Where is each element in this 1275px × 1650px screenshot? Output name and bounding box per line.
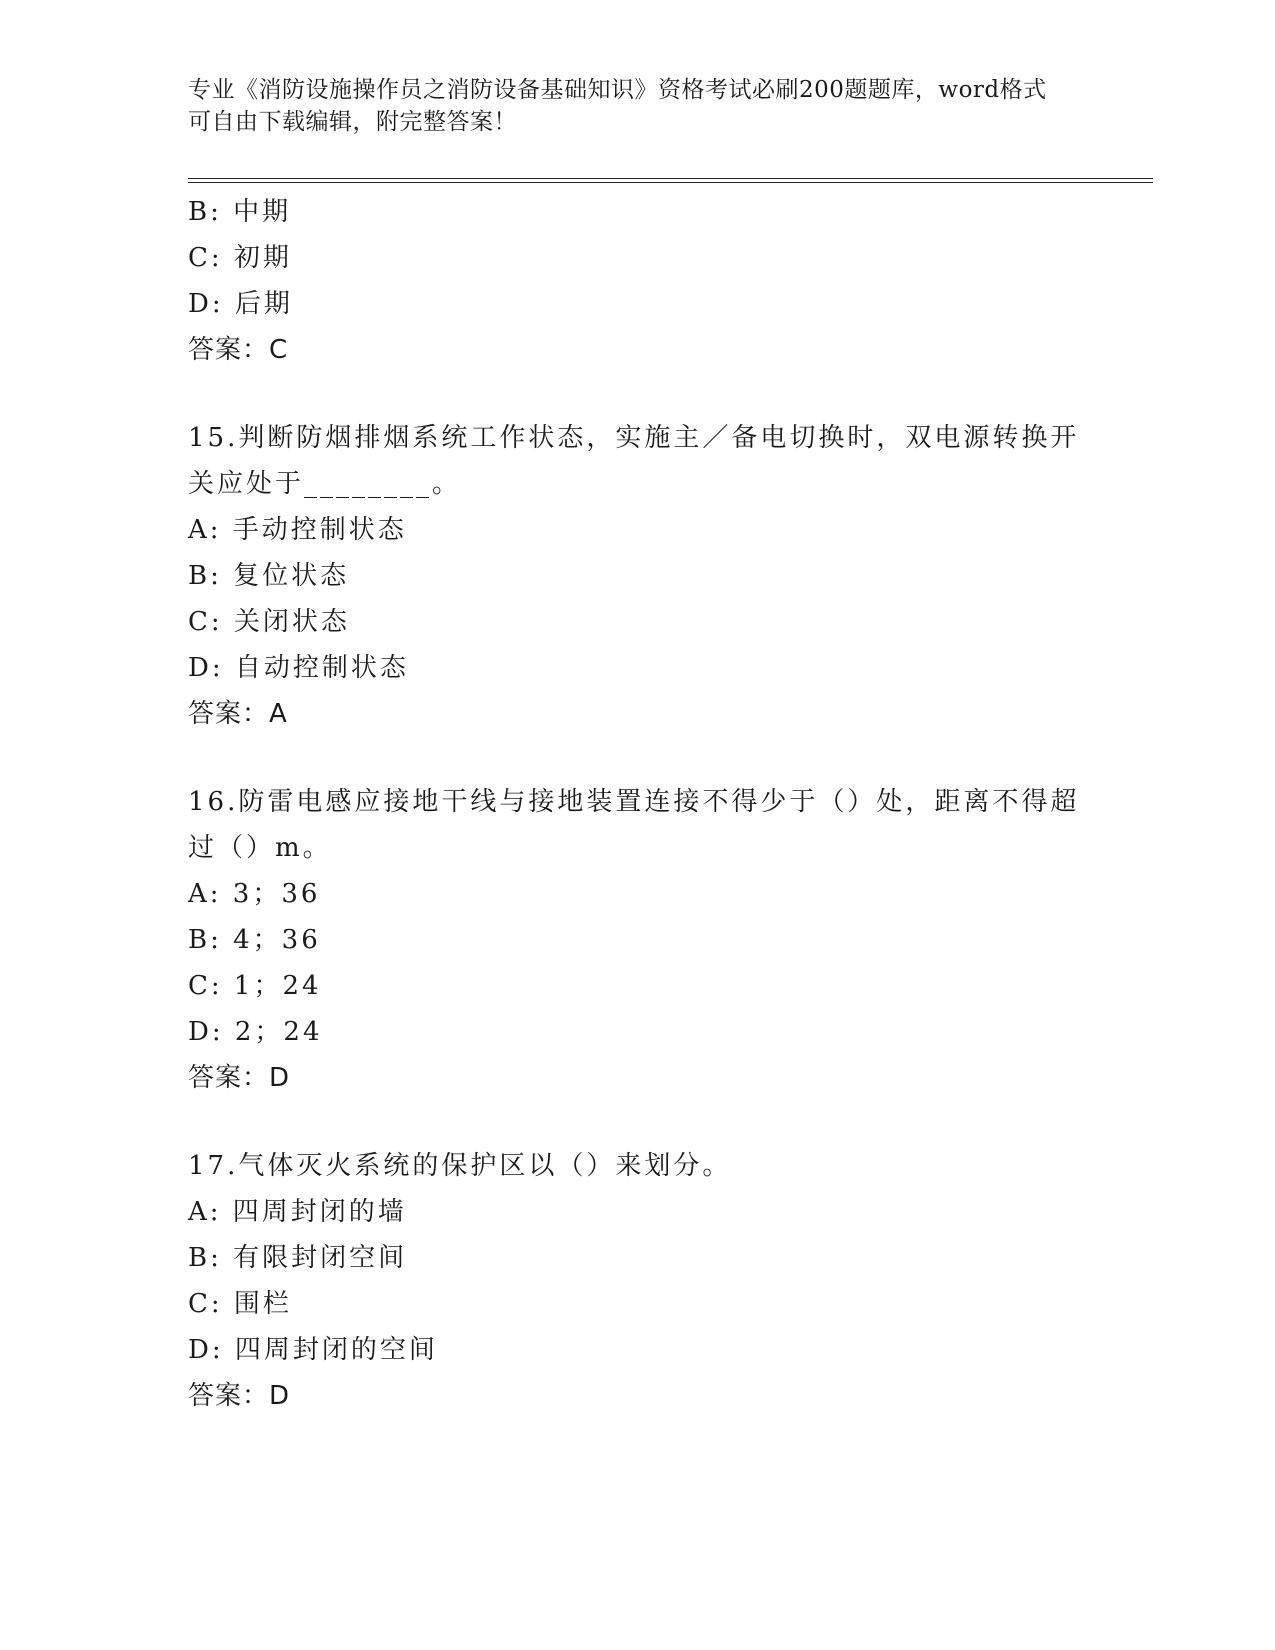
question-stem: 15.判断防烟排烟系统工作状态，实施主／备电切换时，双电源转换开 [188, 423, 1080, 453]
document-header: 专业《消防设施操作员之消防设备基础知识》资格考试必刷200题题库，word格式可自由下载编辑，附完整答案！ [188, 77, 1047, 135]
question-stem: 过（）m。 [188, 833, 332, 863]
question-stem: 关应处于________。 [188, 469, 462, 499]
question-stem: 16.防雷电感应接地干线与接地装置连接不得少于（）处，距离不得超 [188, 787, 1080, 817]
option-b: B: 复位状态 [188, 561, 350, 591]
option-d: D: 四周封闭的空间 [188, 1335, 438, 1365]
option-a: A: 手动控制状态 [188, 515, 407, 545]
question-15 [188, 415, 1088, 737]
option-c: C: 初期 [188, 243, 292, 273]
option-d: D: 2；24 [188, 1017, 323, 1047]
option-c: C: 1；24 [188, 971, 322, 1001]
answer-line: 答案：D [188, 1063, 291, 1093]
option-b: B: 4；36 [188, 925, 321, 955]
option-b: B: 中期 [188, 197, 292, 227]
question-14-remainder [188, 189, 1088, 373]
option-c: C: 关闭状态 [188, 607, 350, 637]
option-c: C: 围栏 [188, 1289, 292, 1319]
option-d: D: 自动控制状态 [188, 653, 409, 683]
question-list [188, 189, 1088, 1419]
option-b: B: 有限封闭空间 [188, 1243, 408, 1273]
option-a: A: 四周封闭的墙 [188, 1197, 407, 1227]
answer-line: 答案：D [188, 1381, 291, 1411]
answer-line: 答案：C [188, 335, 289, 365]
option-a: A: 3；36 [188, 879, 321, 909]
option-d: D: 后期 [188, 289, 293, 319]
header-divider-top [188, 178, 1153, 179]
question-stem: 17.气体灭火系统的保护区以（）来划分。 [188, 1151, 732, 1181]
question-16 [188, 779, 1088, 1101]
question-17 [188, 1143, 1088, 1419]
answer-line: 答案：A [188, 699, 288, 729]
header-divider-bottom [188, 182, 1153, 183]
